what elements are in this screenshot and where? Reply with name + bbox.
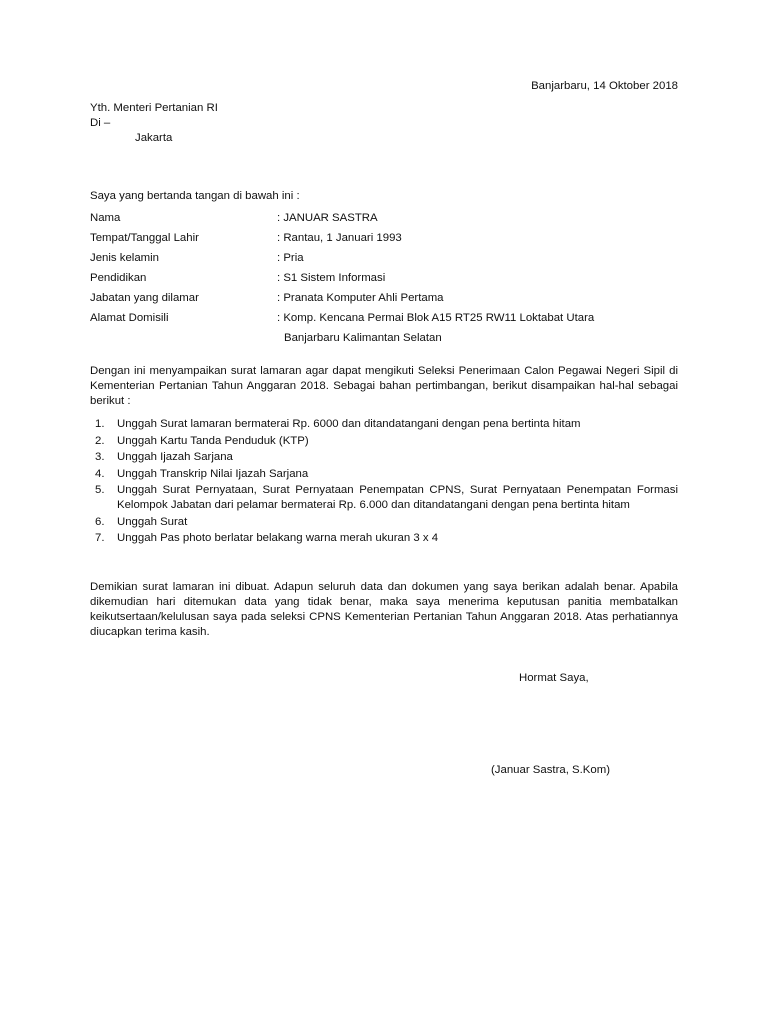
intro-text: Saya yang bertanda tangan di bawah ini :: [90, 190, 300, 202]
list-number: 4.: [95, 467, 105, 480]
identity-label: Pendidikan: [90, 272, 147, 284]
list-number: 6.: [95, 515, 105, 528]
identity-row-education: [90, 271, 690, 291]
identity-value: : Pranata Komputer Ahli Pertama: [277, 292, 444, 304]
recipient-line-2: Di –: [90, 117, 111, 129]
closing-salutation: Hormat Saya,: [519, 672, 589, 684]
identity-value: : S1 Sistem Informasi: [277, 272, 386, 284]
list-text: Unggah Ijazah Sarjana: [117, 451, 233, 463]
list-text: Unggah Surat Pernyataan, Surat Pernyataan Penempatan CPNS, Surat Pernyataan Penempatan Formasi Kelompok Jabatan dari pelamar bermaterai Rp. 6.000 dan ditandatangani dengan pena bertinta hitam: [117, 484, 678, 511]
list-text: Unggah Surat: [117, 515, 188, 528]
list-number: 3.: [95, 451, 105, 463]
identity-label: Alamat Domisili: [90, 312, 169, 324]
identity-label: Tempat/Tanggal Lahir: [90, 232, 199, 244]
list-text: Unggah Surat lamaran bermaterai Rp. 6000 dan ditandatangani dengan pena bertinta hitam: [117, 418, 581, 430]
identity-row-address-cont: [90, 331, 690, 351]
identity-value: : JANUAR SASTRA: [277, 212, 378, 224]
signature-name: (Januar Sastra, S.Kom): [491, 764, 611, 776]
identity-row-position: [90, 291, 690, 311]
recipient-city: Jakarta: [135, 132, 173, 144]
list-item: [90, 483, 678, 513]
requirements-list: [90, 417, 678, 548]
list-item: [90, 434, 678, 449]
identity-label: Nama: [90, 212, 121, 224]
identity-row-address: [90, 311, 690, 331]
list-item: [90, 515, 678, 530]
paragraph-2: Demikian surat lamaran ini dibuat. Adapun seluruh data dan dokumen yang saya berikan adalah benar. Apabila dikemudian hari ditemukan data yang tidak benar, maka saya menerima keputusan panitia membatalkan keikutsertaan/kelulusan saya pada seleksi CPNS Kementerian Pertanian Tahun Anggaran 2018. Atas perhatiannya diucapkan terima kasih.: [90, 581, 678, 638]
paragraph-1: Dengan ini menyampaikan surat lamaran agar dapat mengikuti Seleksi Penerimaan Calon Pegawai Negeri Sipil di Kementerian Pertanian Tahun Anggaran 2018. Sebagai bahan pertimbangan, berikut disampaikan hal-hal sebagai berikut :: [90, 365, 678, 407]
list-number: 1.: [95, 418, 105, 430]
list-number: 7.: [95, 532, 105, 544]
identity-row-gender: [90, 251, 690, 271]
identity-value: : Komp. Kencana Permai Blok A15 RT25 RW11 Loktabat Utara: [277, 312, 595, 324]
identity-value: : Rantau, 1 Januari 1993: [277, 232, 402, 244]
list-item: [90, 531, 678, 546]
identity-label: Jenis kelamin: [90, 252, 160, 264]
list-number: 5.: [95, 484, 105, 496]
identity-value: : Pria: [277, 252, 304, 264]
recipient-block: [90, 101, 218, 146]
list-item: [90, 450, 678, 465]
list-text: Unggah Kartu Tanda Penduduk (KTP): [117, 434, 309, 447]
list-text: Unggah Pas photo berlatar belakang warna merah ukuran 3 x 4: [117, 532, 439, 544]
identity-row-name: [90, 211, 690, 231]
list-number: 2.: [95, 434, 105, 447]
identity-table: [90, 211, 690, 351]
list-item: [90, 417, 678, 432]
place-date: Banjarbaru, 14 Oktober 2018: [531, 80, 678, 92]
list-item: [90, 467, 678, 482]
identity-value: Banjarbaru Kalimantan Selatan: [284, 332, 442, 344]
recipient-line-1: Yth. Menteri Pertanian RI: [90, 102, 218, 114]
identity-row-birth: [90, 231, 690, 251]
identity-label: Jabatan yang dilamar: [90, 292, 199, 304]
list-text: Unggah Transkrip Nilai Ijazah Sarjana: [117, 467, 309, 480]
